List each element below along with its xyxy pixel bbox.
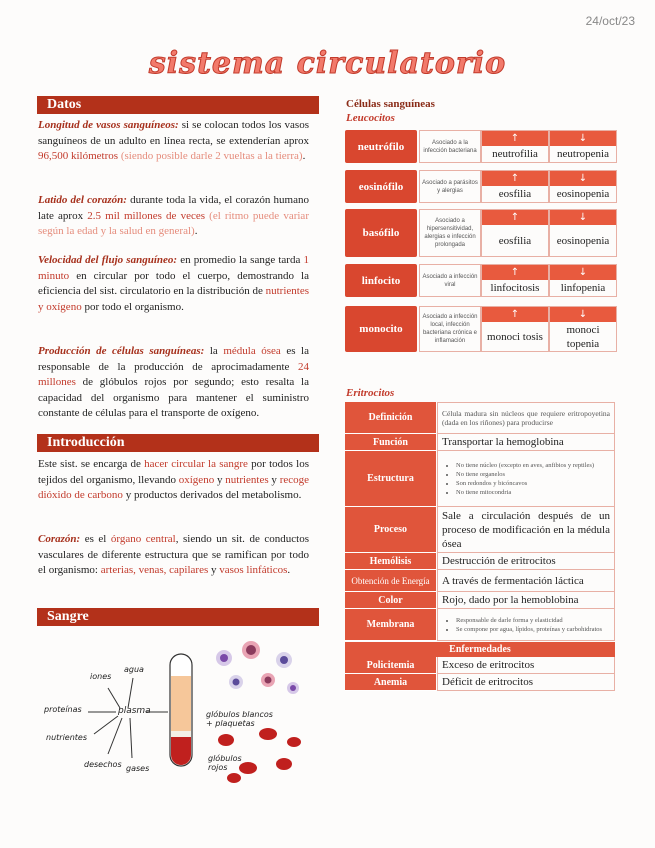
leukocyte-name: neutrófilo bbox=[345, 130, 417, 163]
row-proceso: Proceso Sale a circulación después de un proceso de modificación en la médula ósea bbox=[345, 507, 615, 553]
datos-paragraph-4: Producción de células sanguíneas: la médula ósea es la responsable de la producción de aprocimadamente 24 millones de glóbulos rojos por segundo; esto resalta la capacidad del organismo para mantener el suministro constante de células para el transporte de oxígeno. bbox=[38, 345, 309, 419]
datos-paragraph-2: Latido del corazón: durante toda la vida, el corazón humano late aprox 2.5 mil millones de veces (el ritmo puede variar según la edad y la salud en general). bbox=[38, 194, 309, 237]
row-obtencion-energia: Obtención de Energía A través de fermentación láctica bbox=[345, 570, 615, 592]
row-hemolisis: Hemólisis Destrucción de eritrocitos bbox=[345, 553, 615, 570]
arrow-down-icon: ↓ bbox=[550, 171, 616, 186]
increase-term: eosfilia bbox=[498, 188, 532, 200]
arrow-up-icon: ↑ bbox=[482, 171, 548, 186]
label-plasma: plasma bbox=[118, 706, 151, 716]
date: 24/oct/23 bbox=[585, 14, 635, 28]
decrease-term: eosinopenia bbox=[556, 188, 610, 200]
label-globulos-blancos: glóbulos blancos + plaquetas bbox=[206, 710, 273, 728]
row-definicion: Definición Célula madura sin núcleos que requiere eritropoyetina (dada en los riñones) para producirse bbox=[345, 402, 615, 434]
decrease-cell bbox=[549, 264, 617, 297]
datos-paragraph-3: Velocidad del flujo sanguíneo: en promedio la sange tarda 1 minuto en circular por todo el cuerpo, demostrando la eficiencia del sist. circulatorio en la distribución de nutrientes y oxígeno por todo el organismo. bbox=[38, 254, 310, 313]
increase-term: neutrofilia bbox=[492, 148, 538, 160]
row-funcion: Función Transportar la hemoglobina bbox=[345, 434, 615, 451]
label-iones: iones bbox=[90, 672, 112, 681]
increase-cell bbox=[481, 170, 549, 203]
leukocyte-description: Asociado a infección local, infección bacteriana crónica e inflamación bbox=[419, 306, 481, 352]
leukocyte-description: Asociado a hipersensitividad, alergias e infección prolongada bbox=[419, 209, 481, 257]
decrease-term: neutropenia bbox=[557, 148, 609, 160]
row-color: Color Rojo, dado por la hemoblobina bbox=[345, 592, 615, 609]
increase-term: eosfilia bbox=[498, 234, 532, 247]
increase-cell bbox=[481, 306, 549, 352]
intro-paragraph-1: Este sist. se encarga de hacer circular la sangre por todos los tejidos del organismo, llevando oxígeno y nutrientes y recoge dióxido de carbono y productos derivados del metabolismo. bbox=[38, 458, 310, 501]
leukocyte-description: Asociado a parásitos y alergias bbox=[419, 170, 481, 203]
increase-term: monoci tosis bbox=[487, 330, 543, 343]
leukocyte-row bbox=[345, 170, 615, 203]
leukocyte-name: linfocito bbox=[345, 264, 417, 297]
label-agua: agua bbox=[124, 665, 144, 674]
section-header-sangre: Sangre bbox=[37, 608, 319, 626]
test-tube bbox=[170, 654, 192, 766]
arrow-up-icon: ↑ bbox=[482, 265, 548, 280]
enfermedades-header: Enfermedades bbox=[345, 642, 615, 657]
datos-paragraph-1: Longitud de vasos sanguíneos: si se colocan todos los vasos sanguíneos de un adulto en línea recta, se extenderían aprox 96,500 kilómetros (siendo posible darle 2 vueltas a la tierra). bbox=[38, 119, 309, 162]
leukocyte-row bbox=[345, 306, 615, 352]
label-gases: gases bbox=[126, 764, 150, 773]
celulas-heading: Células sanguíneas bbox=[346, 98, 435, 110]
page-title: sistema circulatorio bbox=[148, 46, 507, 81]
arrow-down-icon: ↓ bbox=[550, 210, 616, 225]
decrease-term: monoci topenia bbox=[566, 323, 600, 350]
label-nutrientes: nutrientes bbox=[46, 733, 88, 742]
eritrocitos-heading: Eritrocitos bbox=[346, 387, 395, 399]
leukocyte-row bbox=[345, 130, 615, 163]
leukocyte-description: Asociado a infección viral bbox=[419, 264, 481, 297]
row-policitemia: Policitemia Exceso de eritrocitos bbox=[345, 657, 615, 674]
increase-cell bbox=[481, 130, 549, 163]
decrease-term: linfopenia bbox=[560, 282, 606, 294]
arrow-up-icon: ↑ bbox=[482, 210, 548, 225]
arrow-up-icon: ↑ bbox=[482, 307, 548, 322]
section-header-introduccion: Introducción bbox=[37, 434, 319, 452]
leucocitos-heading: Leucocitos bbox=[346, 112, 395, 124]
row-estructura: Estructura • No tiene núcleo (excepto en aves, anfibios y reptiles) • No tiene organelos • Son redondos y bicóncavos • No tiene mitocondria bbox=[345, 451, 615, 507]
white-blood-cells bbox=[216, 641, 299, 694]
leukocyte-name: eosinófilo bbox=[345, 170, 417, 203]
label-desechos: desechos bbox=[84, 760, 122, 769]
arrow-down-icon: ↓ bbox=[550, 307, 616, 322]
increase-cell bbox=[481, 264, 549, 297]
leukocyte-name: monocito bbox=[345, 306, 417, 352]
decrease-cell bbox=[549, 209, 617, 257]
leukocyte-row bbox=[345, 209, 615, 257]
intro-paragraph-2: Corazón: es el órgano central, siendo un sit. de conductos vasculares de diferente estructura que se ramifican por todo el organismo: arterias, venas, capilares y vasos linfáticos. bbox=[38, 533, 309, 576]
row-membrana: Membrana • Responsable de darle forma y elasticidad • Se compone por agua, lípidos, proteínas y carbohidratos bbox=[345, 609, 615, 641]
increase-cell bbox=[481, 209, 549, 257]
label-proteinas: proteínas bbox=[44, 705, 82, 714]
section-header-datos: Datos bbox=[37, 96, 319, 114]
decrease-cell bbox=[549, 130, 617, 163]
label-globulos-rojos: glóbulos rojos bbox=[208, 754, 242, 772]
row-anemia: Anemia Déficit de eritrocitos bbox=[345, 674, 615, 691]
diagram-arrows bbox=[88, 678, 168, 758]
arrow-down-icon: ↓ bbox=[550, 265, 616, 280]
leukocyte-description: Asociado a la infección bacteriana bbox=[419, 130, 481, 163]
increase-term: linfocitosis bbox=[490, 282, 540, 294]
arrow-down-icon: ↓ bbox=[550, 131, 616, 146]
decrease-cell bbox=[549, 170, 617, 203]
leukocyte-row bbox=[345, 264, 615, 297]
decrease-term: eosinopenia bbox=[556, 234, 610, 247]
leukocyte-name: basófilo bbox=[345, 209, 417, 257]
arrow-up-icon: ↑ bbox=[482, 131, 548, 146]
decrease-cell bbox=[549, 306, 617, 352]
